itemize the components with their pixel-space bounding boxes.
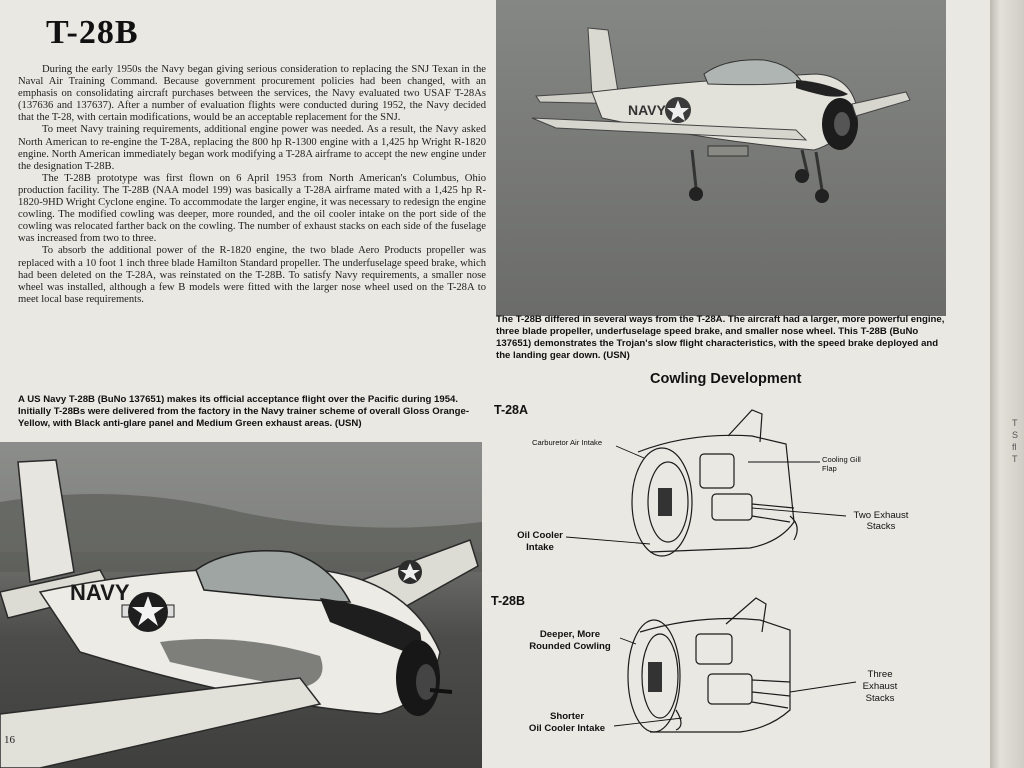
spine-text-fragment: T: [1012, 454, 1018, 464]
callout-three-exhaust-stacks-line1: Three: [867, 669, 893, 680]
page-title: T-28B: [46, 14, 139, 51]
callout-two-exhaust-stacks-line2: Stacks: [866, 521, 896, 532]
spine-text-fragment: S: [1012, 430, 1019, 440]
callout-shorter-oil-cooler-intake-line2: Oil Cooler Intake: [528, 723, 606, 734]
book-spine: [990, 0, 1024, 768]
callout-three-exhaust-stacks-line3: Stacks: [865, 693, 895, 704]
aircraft-photo-illustration: [0, 442, 482, 768]
top-photo-caption: The T-28B differed in several ways from the T-28A. The aircraft had a larger, more powerful engine, three blade propeller, underfuselage speed brake, and smaller nose wheel. This T-28B (BuNo 137651) demonstrates the Trojan's slow flight characteristics, with the speed brake deployed and the landing gear down. (USN): [496, 314, 945, 361]
navy-marking: NAVY: [628, 102, 666, 118]
navy-marking: NAVY: [70, 580, 130, 605]
callout-carburetor-air-intake: Carburetor Air Intake: [532, 438, 603, 447]
callout-oil-cooler-intake-line2: Intake: [526, 542, 554, 553]
article-body: [18, 64, 486, 306]
paragraph: To absorb the additional power of the R-1820 engine, the two blade Aero Products propeller was replaced with a 10 foot 1 inch three blade Hamilton Standard propeller. The underfuselage speed brake, which had been deleted on the T-28A, was reinstated on the T-28B. To satisfy Navy requirements, a smaller nose wheel was installed, although a few B models were fitted with the larger nose wheel used on the T-28A to meet local base requirements.: [18, 245, 486, 305]
spine-text-fragment: T: [1012, 418, 1018, 428]
callout-cooling-gill-flap-line2: Flap: [822, 464, 837, 473]
bottom-photo-caption: A US Navy T-28B (BuNo 137651) makes its official acceptance flight over the Pacific during 1954. Initially T-28Bs were delivered from the factory in the Navy trainer scheme of overall Gloss Orange-Yellow, with Black anti-glare panel and Medium Green exhaust areas. (USN): [18, 394, 470, 429]
callout-oil-cooler-intake-line1: Oil Cooler: [517, 530, 563, 541]
diagram-title: Cowling Development: [650, 371, 802, 387]
aircraft-photo-illustration: [496, 0, 946, 316]
callout-three-exhaust-stacks-line2: Exhaust: [862, 681, 898, 692]
photo-t28b-acceptance-flight: [0, 442, 482, 768]
callout-deeper-rounded-cowling-line1: Deeper, More: [539, 629, 601, 640]
paragraph: To meet Navy training requirements, additional engine power was needed. As a result, the Navy asked North American to re-engine the T-28A, replacing the 800 hp R-1300 engine with a 1,425 hp Wright R-1820 engine. North American immediately began work modifying a T-28A airframe to accept the new engine under the designation T-28B.: [18, 124, 486, 172]
label-t28b: T-28B: [491, 594, 526, 608]
callout-two-exhaust-stacks-line1: Two Exhaust: [853, 510, 909, 521]
callout-shorter-oil-cooler-intake-line1: Shorter: [549, 711, 585, 722]
spine-text-fragment: fl: [1012, 442, 1017, 452]
callout-cooling-gill-flap-line1: Cooling Gill: [822, 455, 861, 464]
label-t28a: T-28A: [494, 403, 529, 417]
callout-deeper-rounded-cowling-line2: Rounded Cowling: [529, 641, 611, 652]
photo-t28b-slow-flight: [496, 0, 946, 316]
page-number: 16: [4, 734, 15, 746]
paragraph: During the early 1950s the Navy began giving serious consideration to replacing the SNJ Texan in the Naval Air Training Command. Because government procurement policies had been changed, with an emphasis on consolidating aircraft purchases between the services, the Navy evaluated two USAF T-28As (137636 and 137637). After a number of evaluation flights were conducted during 1952, the Navy decided that the T-28, with certain modifications, would be an acceptable replacement for the SNJ.: [18, 64, 486, 124]
paragraph: The T-28B prototype was first flown on 6 April 1953 from North American's Columbus, Ohio production facility. The T-28B (NAA model 199) was basically a T-28A airframe mated with a 1,425 hp R-1820-9HD Wright Cyclone engine. To accommodate the larger engine, it was necessary to redesign the engine cowling. The modified cowling was deeper, more rounded, and the oil cooler intake on the port side of the cowling was relocated farther back on the cowling. The number of exhaust stacks on each side of the fuselage was increased from two to three.: [18, 172, 486, 245]
